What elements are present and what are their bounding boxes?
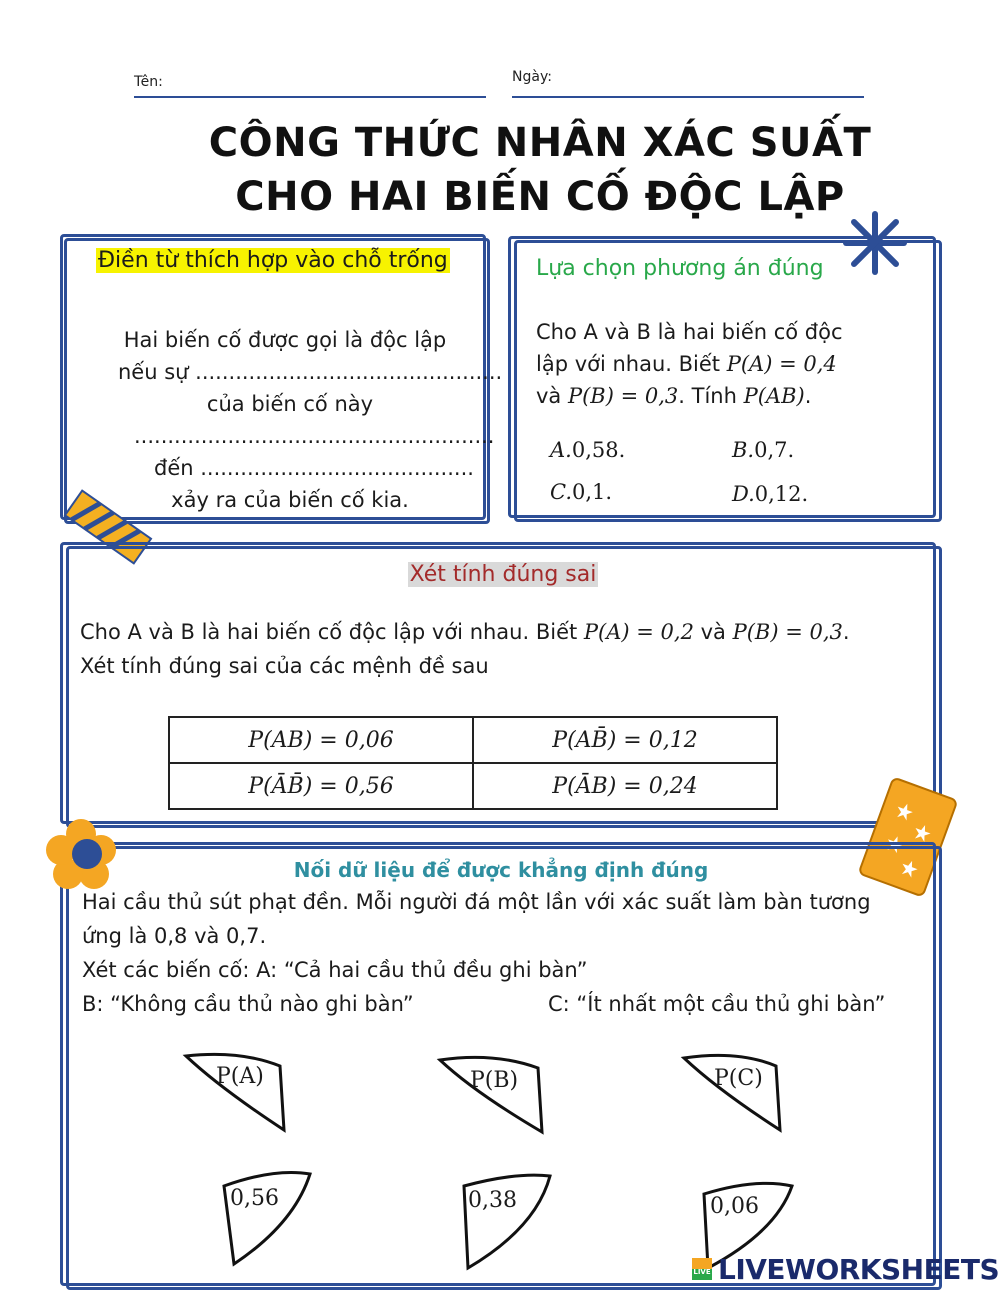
match-bottom-shape-1[interactable] (214, 1164, 322, 1268)
tf-question-line-2: Xét tính đúng sai của các mệnh đề sau (80, 654, 489, 678)
fill-blank-line-3: của biến cố này (206, 392, 374, 416)
tf-statement-3[interactable]: P(ĀB̄) = 0,56 (169, 763, 473, 809)
mc-option-a[interactable]: A.0,58. (550, 438, 626, 462)
match-top-item-1[interactable]: P(A) (216, 1064, 264, 1089)
liveworksheets-logo: LIVEWORKSHEETS (718, 1253, 1000, 1286)
match-bottom-item-2[interactable]: 0,38 (468, 1188, 517, 1213)
name-label: Tên: (134, 74, 163, 90)
matching-heading: Nối dữ liệu để được khẳng định đúng (293, 858, 709, 882)
fill-blank-line-4[interactable]: ...................................................... (134, 424, 495, 448)
matching-line-3: Xét các biến cố: A: “Cả hai cầu thủ đều ghi bàn” (82, 958, 588, 982)
fill-blank-line-2[interactable]: nếu sự .............................................. (118, 360, 503, 384)
date-line (512, 96, 864, 98)
name-line (134, 96, 486, 98)
match-bottom-shape-2[interactable] (456, 1168, 560, 1272)
tf-statement-1[interactable]: P(AB) = 0,06 (169, 717, 473, 763)
fill-blank-line-6: xảy ra của biến cố kia. (171, 488, 409, 512)
matching-line-2: ứng là 0,8 và 0,7. (82, 924, 267, 948)
mc-option-b[interactable]: B.0,7. (732, 438, 795, 462)
matching-line-4a: B: “Không cầu thủ nào ghi bàn” (82, 992, 414, 1016)
match-top-item-3[interactable]: P(C) (714, 1066, 763, 1091)
match-top-shape-2[interactable] (434, 1052, 550, 1136)
tf-statement-2[interactable]: P(AB̄) = 0,12 (473, 717, 777, 763)
tf-statement-4[interactable]: P(ĀB) = 0,24 (473, 763, 777, 809)
fill-blank-line-1: Hai biến cố được gọi là độc lập (123, 328, 447, 352)
mc-option-c[interactable]: C.0,1. (550, 480, 613, 504)
mc-option-d[interactable]: D.0,12. (732, 482, 809, 506)
fill-blank-heading: Điền từ thích hợp vào chỗ trống (98, 248, 448, 273)
title-line-2: CHO HAI BIẾN CỐ ĐỘC LẬP (235, 174, 845, 220)
match-bottom-item-3[interactable]: 0,06 (710, 1194, 759, 1219)
table-row (169, 763, 777, 809)
liveworksheets-logo-icon: LIVE (692, 1258, 712, 1280)
match-top-item-2[interactable]: P(B) (470, 1068, 519, 1093)
matching-line-1: Hai cầu thủ sút phạt đền. Mỗi người đá một lần với xác suất làm bàn tương (82, 890, 871, 914)
match-bottom-item-1[interactable]: 0,56 (230, 1186, 279, 1211)
mc-question-line-2: lập với nhau. Biết P(A) = 0,4 (536, 352, 837, 376)
true-false-table (168, 716, 778, 810)
true-false-heading: Xét tính đúng sai (409, 562, 597, 587)
title-line-1: CÔNG THỨC NHÂN XÁC SUẤT (208, 120, 872, 166)
tf-question-line-1: Cho A và B là hai biến cố độc lập với nhau. Biết P(A) = 0,2 và P(B) = 0,3. (80, 620, 850, 644)
fill-blank-line-5[interactable]: đến ......................................... (154, 456, 474, 480)
matching-line-4b: C: “Ít nhất một cầu thủ ghi bàn” (548, 992, 886, 1016)
mc-question-line-1: Cho A và B là hai biến cố độc (536, 320, 843, 344)
date-label: Ngày: (512, 69, 552, 85)
match-top-shape-1[interactable] (180, 1048, 290, 1134)
match-top-shape-3[interactable] (678, 1050, 788, 1134)
table-row (169, 717, 777, 763)
multiple-choice-heading: Lựa chọn phương án đúng (536, 256, 824, 281)
mc-question-line-3: và P(B) = 0,3. Tính P(AB). (536, 384, 812, 408)
